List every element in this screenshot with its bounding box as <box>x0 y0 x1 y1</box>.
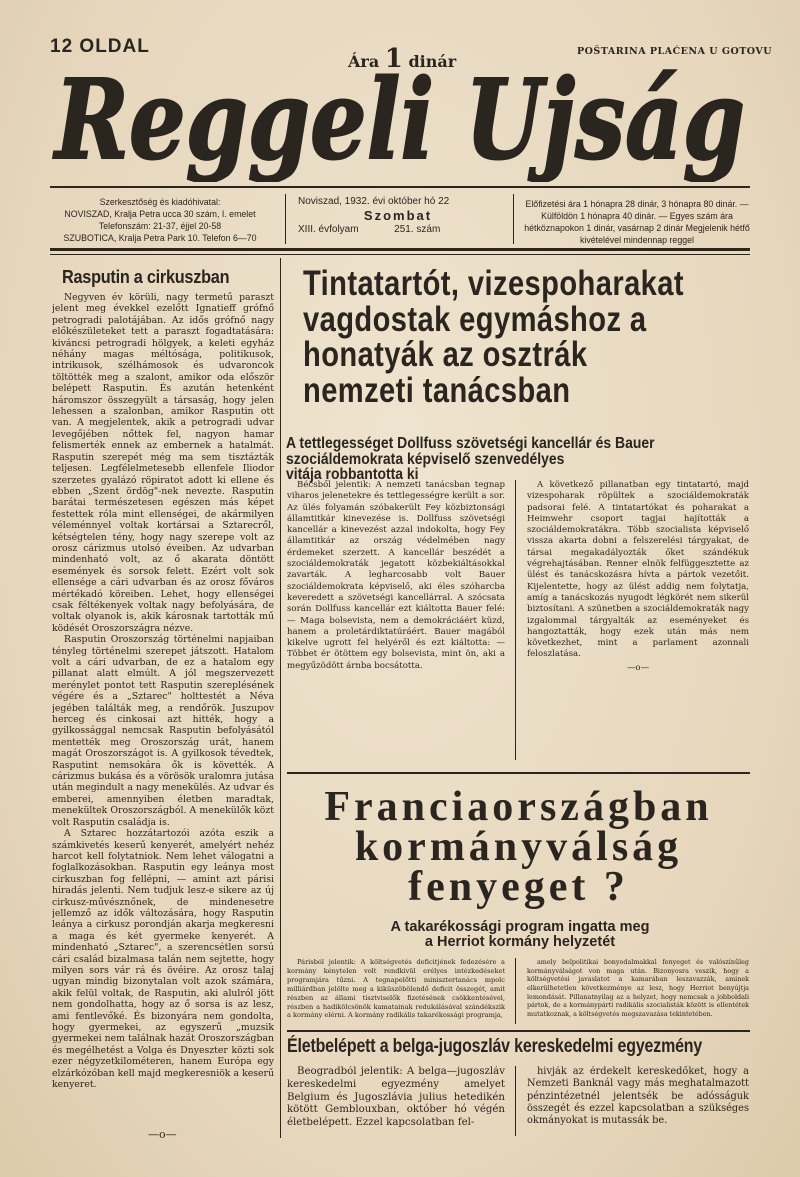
article1-column1: Bécsből jelentik: A nemzeti tanácsban tegnap viharos jelenetekre és tettlegességre került a sor. Az ülés folyamán szóbakerült Fey közbiztonsági államtitkár kinevezése is. Dollfuss szövetségi kancellár a kinevezést azzal indokolta, hogy Fey államtitkár az ország védelmében nagy érdemeket szerzett. A kancellár beszédét a szociáldemokraták jegatott közbekiáltásokkal zavarták. A legharcosabb volt Bauer szociáldemokrata képviselő, aki éles szóharcba keveredett a szövetségi kancellárral. A szócsata során Dollfuss kancellár ezt kiáltotta Bauer felé: — Maga bolsevista, nem a demokráciáért küzd, hanem a proletárdiktatúráért. Bauer magából kikelve ugrott fel helyéről és ezt kiáltotta: — Többet ér ötöttem egy bolsevista, mint ön, aki a megyűzödött árnba bocsátotta. <box>287 480 505 671</box>
article2-column-divider <box>515 958 516 1024</box>
article3-separator <box>287 1030 750 1032</box>
article1-end-mark: —o— <box>626 662 650 673</box>
rasputin-article <box>52 292 274 1090</box>
headline-line: nemzeti tanácsban <box>303 369 571 410</box>
rasputin-paragraph: A Sztarec hozzátartozói azóta eszik a számkivetés keserű kenyerét, amelyért nehéz harcot kell folytatniok. Nem lehet válogatni a foglalkozásokban. Rasputin egy leánya most cirkuszban fog fellépni, — amint azt párisi hiradás jelenti. Nem tudjuk lesz-e sikere az új cirkusz-művésznőnek, de mindenesetre jellemző az idők változására, hogy Rasputin leánya a cirkusz porondján akarja megkeresni a maga és két gyermeke kenyerét. A mindenható „Sztarec", a szerencsétlen sorsú cári család bizalmasa talán nem sejtette, hogy milyen sors vár rá és övéire. Az orosz talaj ugyan mindig bizonytalan volt azok számára, akik felül voltak, de Rasputin, aki alulról jött nem gondolhatta, hogy az ő sorsa is az lesz, ami fentlevőké. És bizonyára nem gondolta, hogy gyermekei, az egyszerű „muzsik gyermekei nem találnak hazát Oroszországban és megélhetést a Volga és Dnyeszter közti sok ezer négyzetkilométeren, hanem Európa egy elzárkózóban kell majd megkeresniök a keserű kenyeret. <box>52 828 274 1091</box>
subhead-line: A tettlegességet Dollfuss szövetségi kancellár és Bauer <box>286 435 655 452</box>
header-bottom-rule <box>50 248 750 251</box>
subhead-line: a Herriot kormány helyzetét <box>424 934 616 950</box>
price-unit: dinár <box>408 52 457 71</box>
article3-column-divider <box>515 1066 516 1136</box>
headline-line: honatyák az osztrák <box>303 334 588 374</box>
article1-headline <box>303 263 684 410</box>
subhead-line: A takarékossági program ingatta meg <box>390 919 650 935</box>
issue: 251. szám <box>394 224 441 235</box>
article2-separator <box>287 772 750 774</box>
subhead-line: szociáldemokrata képviselő szenvedélyes <box>286 450 565 468</box>
masthead-logo <box>50 62 750 182</box>
editorial-line4: SZUBOTICA, Kralja Petra Park 10. Telefon 6—70 <box>63 233 257 243</box>
article2-subheadline <box>290 920 750 950</box>
column-divider <box>280 258 281 1138</box>
rasputin-end-mark: —o— <box>148 1128 177 1141</box>
volume: XIII. évfolyam <box>298 224 359 235</box>
article2-headline <box>287 784 750 910</box>
dateline <box>298 196 498 236</box>
article1-column-divider <box>515 480 516 760</box>
subscription-info: Előfizetési ára 1 hónapra 28 dinár, 3 hónapra 80 dinár. — Külföldön 1 hónapra 40 dinár. — Egyes szám ára hétköznapokon 1 dinár, vasárnap 2 dinár Megjelenik hétfő kivételével mindennap reggel <box>524 199 750 245</box>
rasputin-paragraph: Rasputin Oroszország történelmi napjaiban tényleg történelmi szerepet játszott. Hatalom volt a cári udvarban, de ez a hatalom egy pillanat alatt elmúlt. A jól megszervezett merénylet pontot tett Rasputin szereplésének végére és a „Sztarec" holttestét a Néva jegében találták meg, a rendőrök. Juszupov herceg és cinkosai azt hitték, hogy a gyilkossággal nemcsak Rasputin befolyásától mentették meg Oroszország urát, hanem magát Oroszországot is. A gyilkosok tévedtek, Rasputint nemsokára ők is követték. A cárizmus bukása és a vörösök uralomra jutása után megindult a nagy menekülés. Az udvar és emberei, amennyiben életben maradtak, menekültek Oroszországból. A menekülők közt volt Rasputin családja is. <box>52 634 274 828</box>
rasputin-paragraph: Negyven év körüli, nagy termetű paraszt jelent meg évekkel ezelőtt Ignatieff grófnő petrogradi palotájában. Az idős grófnő nagy előkészületeket tett a paraszt fogadtatására: kiváncsi petrogradi hölgyek, a keleti egyház néhány magas méltósága, politikusok, intrikusok, szélhámosok és udvaroncok töltötték meg a szalont, amikor oda először belépett Rasputin. És azután hetenként háromszor összegyült a társaság, hogy jelen lehessen a szalonban, amikor Rasputin ott van. A megjelentek, akik a petrogradi udvar levegőjében nőttek fel, nagyon hamar felismerték ennek az embernek a hatalmát. Rasputin szerepét még ma sem tisztázták teljesen. Legfélelmetesebb ellenfele Iliodor szerzetes gyalázó röpiratot adott ki ellene és ebben „Szent ördög"-nek nevezte. Rasputin barátai természetesen egészen más képet festettek róla mint ellenségei, de akármilyen véleménnyel voltak kortársai a Sztarecről, kétségtelen tény, hogy nagy szerepe volt az orosz cárizmus utolsó éveiben. Az udvarban mindenható volt, az ő akarata döntött események és sorsok felett. Ezért volt sok ellensége a cári udvarban és az orosz főváros mértékadó köreiben. Lehet, hogy ellenségei csak féltékenyek voltak nagy befolyására, de voltak olyanok is, akik károsnak tartották mű ködését Oroszországra nézve. <box>52 292 274 634</box>
date-text: Noviszad, 1932. évi október hó 22 <box>298 196 450 207</box>
editorial-info <box>50 196 270 244</box>
postal-note: POŠTARINA PLAĆENA U GOTOVU <box>577 46 773 57</box>
headline-line: fenyeget ? <box>408 864 629 910</box>
headline-line: vagdostak egymáshoz a <box>303 298 647 339</box>
article2-column1: Párisból jelentik: A költségvetés deficitjének fedezésére a kormány kénytelen volt rendkivül erélyes intézkedéseket programjára tűzni. A tegnapelőtti minisztertanács mpolc milliárdban jelölte meg a kiküszöbölendő deficit összegét, amit részben az állami tisztviselők fizetésének csökkentésével, részben a hadikölcsönök kamatainak redukálásával szándékszik a kormány elérni. A kormány radikális takarékossági programja, <box>287 958 505 1020</box>
article1-column2 <box>527 480 749 674</box>
headline-line: Franciaországban <box>324 784 713 830</box>
article2-column2: amely belpolitikai bonyodalmakkal fenyeget és valószínűleg kormányválságot von maga után. Bizonyosra veszik, hogy a költségvetési javaslatot a kamarában leszavazzák, aminek elkerülhetetlen következménye az lesz, hogy Herriot benyújtja lemondását. Pillanatnyilag az a helyzet, hogy nemcsak a jobboldali pártok, de a kormánypárti radikális szocialisták között is ellentétek mutatkoznak, a költségvetés megszavazása tekintetében. <box>527 958 749 1018</box>
rasputin-title: Rasputin a cirkuszban <box>62 266 230 287</box>
header-bottom-rule-thin <box>50 254 750 255</box>
subhead-line: vitája robbantotta ki <box>286 466 419 483</box>
editorial-line2: NOVISZAD, Kralja Petra ucca 30 szám, I. emelet <box>64 209 256 219</box>
article3-column2: hivják az érdekelt kereskedőket, hogy a Nemzeti Banknál vagy más meghatalmazott pénzintézetnél jelentsék be adósságuk összegét és ezzel kapcsolatban a szükséges okmányokat is mutassák be. <box>527 1066 749 1127</box>
headline-line: Tintatartót, vizespoharakat <box>303 263 684 303</box>
headline-line: kormányválság <box>354 824 683 870</box>
price-number: 1 <box>384 44 403 74</box>
volume-issue <box>298 224 498 236</box>
page-number: 12 OLDAL <box>50 36 150 57</box>
info-divider-left <box>285 194 286 244</box>
article3-headline: Életbelépett a belga-jugoszláv kereskedelmi egyezmény <box>287 1036 703 1057</box>
editorial-line1: Szerkesztőség és kiadóhivatal: <box>99 197 221 207</box>
day-of-week: Szombat <box>363 208 433 223</box>
masthead-rule <box>50 186 750 188</box>
editorial-line3: Telefonszám: 21-37, éjjel 20-58 <box>98 221 222 231</box>
price-prefix: Ára <box>348 52 380 71</box>
masthead-title: Reggeli Ujság <box>52 62 745 182</box>
article1-column2-text: A következő pillanatban egy tintatartó, majd vizespoharak röpültek a szociáldemokraták padsorai felé. A tintatartókat és poharakat a Heimwehr csoport tagjai hajították a szociáldemokratákra. Több szocialista képviselő vissza akarta dobni a felszerelési tárgyakat, de társai megakadályozták őket szándékuk végrehajtásában. Renner elnök felfüggesztette az ülést és tanácskozásra hívta a pártok vezetőit. Kijelentette, hogy az ülést addig nem folytatja, amíg a tanácskozás nyugodt légkörét nem sikerül biztosítani. A szünetben a szociáldemokraták nagy izgalommal tárgyalták az eseményeket és hangoztatták, hogy ezek után más nem következhet, mint a parlament azonnali feloszlatása. <box>527 480 749 660</box>
article3-column1: Beogradból jelentik: A belga—jugoszláv kereskedelmi egyezmény amelyet Belgium és Jugoszlávia julius hetedikén kötött Gemblouxban, október hó végén életbelépett. Ezzel kapcsolatban fel- <box>287 1066 505 1129</box>
info-divider-right <box>513 194 514 244</box>
article1-subheadline <box>286 436 705 483</box>
